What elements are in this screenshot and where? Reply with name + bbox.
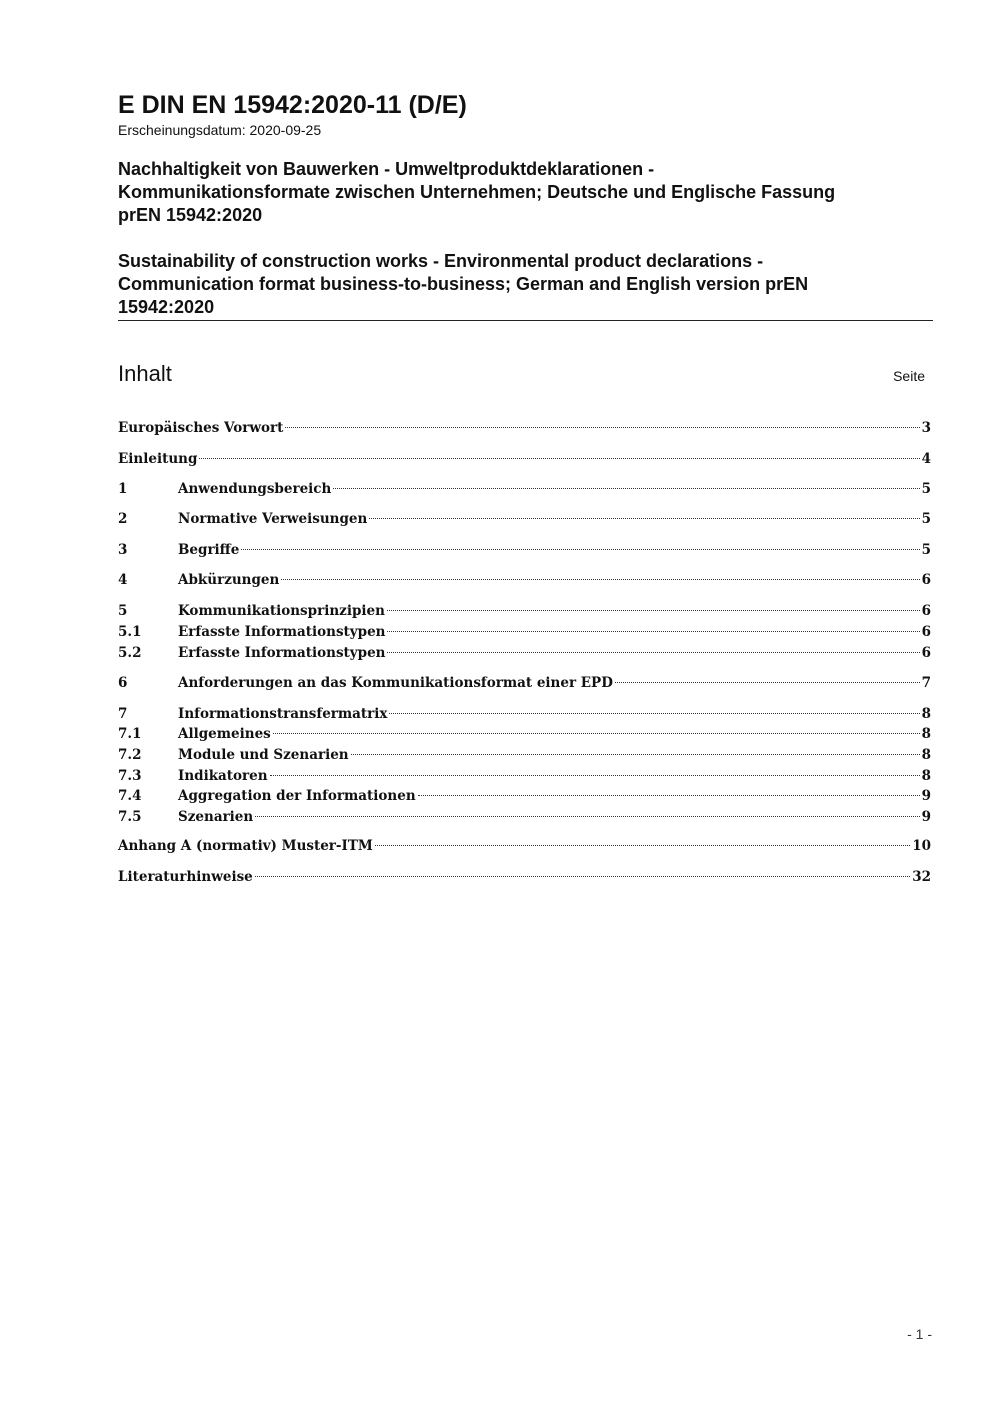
toc-entry[interactable] <box>118 540 931 560</box>
toc-entry-title: Normative Verweisungen <box>178 511 368 527</box>
page-number: - 1 - <box>907 1326 932 1342</box>
toc-entry-title: Erfasste Informationstypen <box>178 624 386 640</box>
toc-entry-page: 5 <box>921 481 931 497</box>
title-english <box>118 250 933 319</box>
toc-entry-title: Informationstransfermatrix <box>178 706 388 722</box>
toc-entry-leader-dots <box>333 488 919 489</box>
toc-entry[interactable] <box>118 449 931 469</box>
toc-entry-leader-dots <box>241 549 919 550</box>
toc-entry[interactable] <box>118 673 931 693</box>
toc-entry-leader-dots <box>375 845 910 846</box>
toc-entry-number: 7.3 <box>118 768 142 784</box>
toc-entry-leader-dots <box>387 610 920 611</box>
toc-entry[interactable] <box>118 786 931 806</box>
toc-entry-leader-dots <box>255 876 910 877</box>
title-english-line: 15942:2020 <box>118 297 215 317</box>
title-german <box>118 158 933 227</box>
toc-entry-title: Begriffe <box>178 542 240 558</box>
toc-page-column-label: Seite <box>893 368 925 384</box>
toc-entry-leader-dots <box>281 579 919 580</box>
toc-entry-number: 7.2 <box>118 747 142 763</box>
toc-entry[interactable] <box>118 704 931 724</box>
toc-entry-number: 5 <box>118 603 128 619</box>
toc-entry-number: 2 <box>118 511 128 527</box>
toc-entry-number: 5.1 <box>118 624 142 640</box>
toc-entry-leader-dots <box>199 458 919 459</box>
toc-entry-leader-dots <box>387 652 919 653</box>
toc-entry-page: 6 <box>921 645 931 661</box>
toc-entry-number: 7.1 <box>118 726 142 742</box>
toc-entry-leader-dots <box>369 518 919 519</box>
toc-entry-page: 8 <box>921 706 931 722</box>
toc-entry-page: 6 <box>921 603 931 619</box>
toc-entry-title: Einleitung <box>118 451 198 467</box>
header-divider <box>118 320 933 321</box>
toc-entry-page: 10 <box>912 838 931 854</box>
toc-entry[interactable] <box>118 622 931 642</box>
title-german-line: Nachhaltigkeit von Bauwerken - Umweltproduktdeklarationen - <box>118 159 655 179</box>
toc-entry-number: 7.5 <box>118 809 142 825</box>
toc-entry-title: Kommunikationsprinzipien <box>178 603 385 619</box>
toc-entry-title: Module und Szenarien <box>178 747 349 763</box>
toc-entry-leader-dots <box>255 816 919 817</box>
toc-entry-leader-dots <box>615 682 920 683</box>
toc-entry-page: 8 <box>921 726 931 742</box>
toc-entry-page: 8 <box>921 747 931 763</box>
toc-entry[interactable] <box>118 745 931 765</box>
toc-entry-page: 32 <box>912 869 931 885</box>
toc-entry-leader-dots <box>418 795 920 796</box>
toc-entry-page: 6 <box>921 572 931 588</box>
toc-entry-title: Europäisches Vorwort <box>118 420 284 436</box>
toc-entry[interactable] <box>118 766 931 786</box>
toc-heading: Inhalt <box>118 361 172 386</box>
toc-entry-page: 9 <box>921 809 931 825</box>
toc-entry-page: 7 <box>921 675 931 691</box>
toc-entry-number: 6 <box>118 675 128 691</box>
toc-entry-leader-dots <box>285 427 919 428</box>
title-german-line: prEN 15942:2020 <box>118 205 263 225</box>
toc-entry-title: Anwendungsbereich <box>178 481 332 497</box>
toc-entry-title: Indikatoren <box>178 768 268 784</box>
toc-entry-leader-dots <box>389 713 919 714</box>
toc-entry-title: Anforderungen an das Kommunikationsformat einer EPD <box>178 675 613 691</box>
title-german-line: Kommunikationsformate zwischen Unternehmen; Deutsche und Englische Fassung <box>118 182 836 202</box>
title-english-line: Communication format business-to-business; German and English version prEN <box>118 274 809 294</box>
toc-entry[interactable] <box>118 418 931 438</box>
toc-entry-number: 7 <box>118 706 128 722</box>
toc-entry-leader-dots <box>273 733 920 734</box>
toc-entry-title: Anhang A (normativ) Muster-ITM <box>118 838 373 854</box>
toc-entry-title: Erfasste Informationstypen <box>178 645 386 661</box>
toc-entry-number: 5.2 <box>118 645 142 661</box>
toc-entry-number: 7.4 <box>118 788 142 804</box>
toc-entry-number: 4 <box>118 572 128 588</box>
document-code: E DIN EN 15942:2020-11 (D/E) <box>118 91 467 119</box>
toc-entry-leader-dots <box>351 754 920 755</box>
toc-entry-page: 4 <box>921 451 931 467</box>
toc-entry-page: 8 <box>921 768 931 784</box>
toc-entry-leader-dots <box>270 775 920 776</box>
toc-entry[interactable] <box>118 570 931 590</box>
toc-entry-number: 3 <box>118 542 128 558</box>
toc-entry-title: Abkürzungen <box>178 572 280 588</box>
toc-entry-number: 1 <box>118 481 128 497</box>
toc-entry-page: 5 <box>921 542 931 558</box>
toc-entry-page: 6 <box>921 624 931 640</box>
toc-entry[interactable] <box>118 479 931 499</box>
toc-entry-page: 9 <box>921 788 931 804</box>
release-date: Erscheinungsdatum: 2020-09-25 <box>118 122 322 138</box>
toc-entry-leader-dots <box>387 631 919 632</box>
toc-entry[interactable] <box>118 867 931 887</box>
toc-entry[interactable] <box>118 807 931 827</box>
toc-entry-page: 3 <box>921 420 931 436</box>
toc-entry-page: 5 <box>921 511 931 527</box>
toc-entry[interactable] <box>118 643 931 663</box>
toc-entry-title: Allgemeines <box>178 726 271 742</box>
toc-entry[interactable] <box>118 601 931 621</box>
toc-entry[interactable] <box>118 836 931 856</box>
title-english-line: Sustainability of construction works - Environmental product declarations - <box>118 251 764 271</box>
toc-entry-title: Szenarien <box>178 809 254 825</box>
toc-entry-title: Aggregation der Informationen <box>178 788 416 804</box>
toc-entry-title: Literaturhinweise <box>118 869 253 885</box>
toc-entry[interactable] <box>118 509 931 529</box>
toc-entry[interactable] <box>118 724 931 744</box>
